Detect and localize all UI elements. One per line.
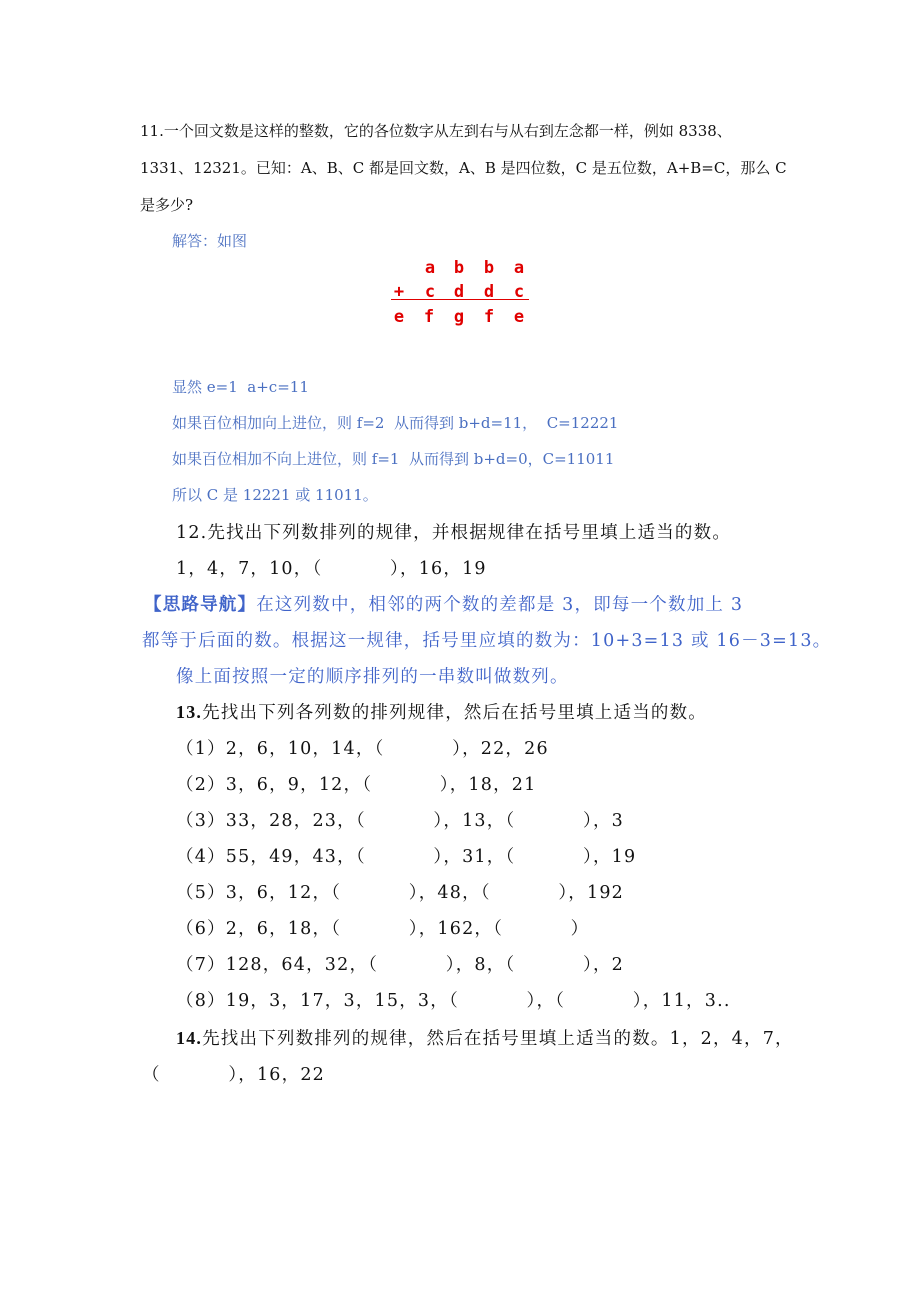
list-item: （5）3，6，12，（ ），48，（ ），192 [176,883,624,903]
answer-label: 解答：如图 [172,232,248,250]
step-3: 如果百位相加不向上进位，则 f=1 从而得到 b+d=0，C=11011 [172,450,615,468]
list-item: （7）128，64，32，（ ），8，（ ），2 [176,955,624,975]
problem-11-line-3: 是多少? [140,196,194,214]
list-item: （3）33，28，23，（ ），13，（ ），3 [176,811,624,831]
digit: d [483,282,495,302]
digit: c [513,282,525,302]
list-item: （2）3，6，9，12，（ ），18，21 [176,775,537,795]
problem-11-line-2: 1331、12321。已知：A、B、C 都是回文数，A、B 是四位数，C 是五位数，A+B=C，那么 C [140,159,787,177]
digit: b [483,258,495,278]
problem-13-question [176,699,707,724]
list-item: （4）55，49，43，（ ），31，（ ），19 [176,847,637,867]
problem-14-text: 先找出下列数排列的规律，然后在括号里填上适当的数。1，2，4，7， [202,1029,794,1049]
conclusion: 所以 C 是 12221 或 11011。 [172,486,378,504]
addition-rule [391,299,529,300]
digit: b [453,258,465,278]
step-1: 显然 e=1 a+c=11 [172,378,309,396]
digit: d [453,282,465,302]
plus-sign: + [393,282,405,302]
digit: f [423,307,435,327]
digit: e [393,307,405,327]
digit: c [424,282,436,302]
vertical-addition [389,258,539,330]
addition-row-2 [389,282,539,304]
problem-13-text: 先找出下列各列数的排列规律，然后在括号里填上适当的数。 [202,703,708,723]
digit: f [483,307,495,327]
list-item: （8）19，3，17，3，15，3，（ ），（ ），11，3.. [176,991,731,1011]
addition-row-1 [389,258,539,280]
list-item: （6）2，6，18，（ ），162，（ ） [176,919,590,939]
problem-12-question: 12.先找出下列数排列的规律，并根据规律在括号里填上适当的数。 [176,523,732,543]
digit: g [453,307,465,327]
hint-text-2: 都等于后面的数。根据这一规律，括号里应填的数为：10+3=13 或 16－3=13。 [142,631,832,651]
digit: e [513,307,525,327]
problem-11-line-1: 11.一个回文数是这样的整数，它的各位数字从左到右与从右到左念都一样，例如 8338、 [140,122,732,140]
digit: a [424,258,436,278]
digit: a [513,258,525,278]
hint-label: 【思路导航】 [144,595,257,615]
problem-13-number: 13. [176,702,203,722]
step-2: 如果百位相加向上进位，则 f=2 从而得到 b+d=11， C=12221 [172,414,619,432]
hint-text-1: 在这列数中，相邻的两个数的差都是 3，即每一个数加上 3 [256,595,744,615]
addition-result [389,307,539,329]
problem-14-line-2: （ ），16，22 [142,1065,326,1085]
problem-12-hint [144,591,743,616]
sequence-definition: 像上面按照一定的顺序排列的一串数叫做数列。 [176,667,569,687]
problem-14-number: 14. [176,1028,203,1048]
problem-12-sequence: 1，4，7，10，（ ），16，19 [176,559,487,579]
list-item: （1）2，6，10，14，（ ），22，26 [176,739,549,759]
problem-14-line-1 [176,1025,794,1050]
